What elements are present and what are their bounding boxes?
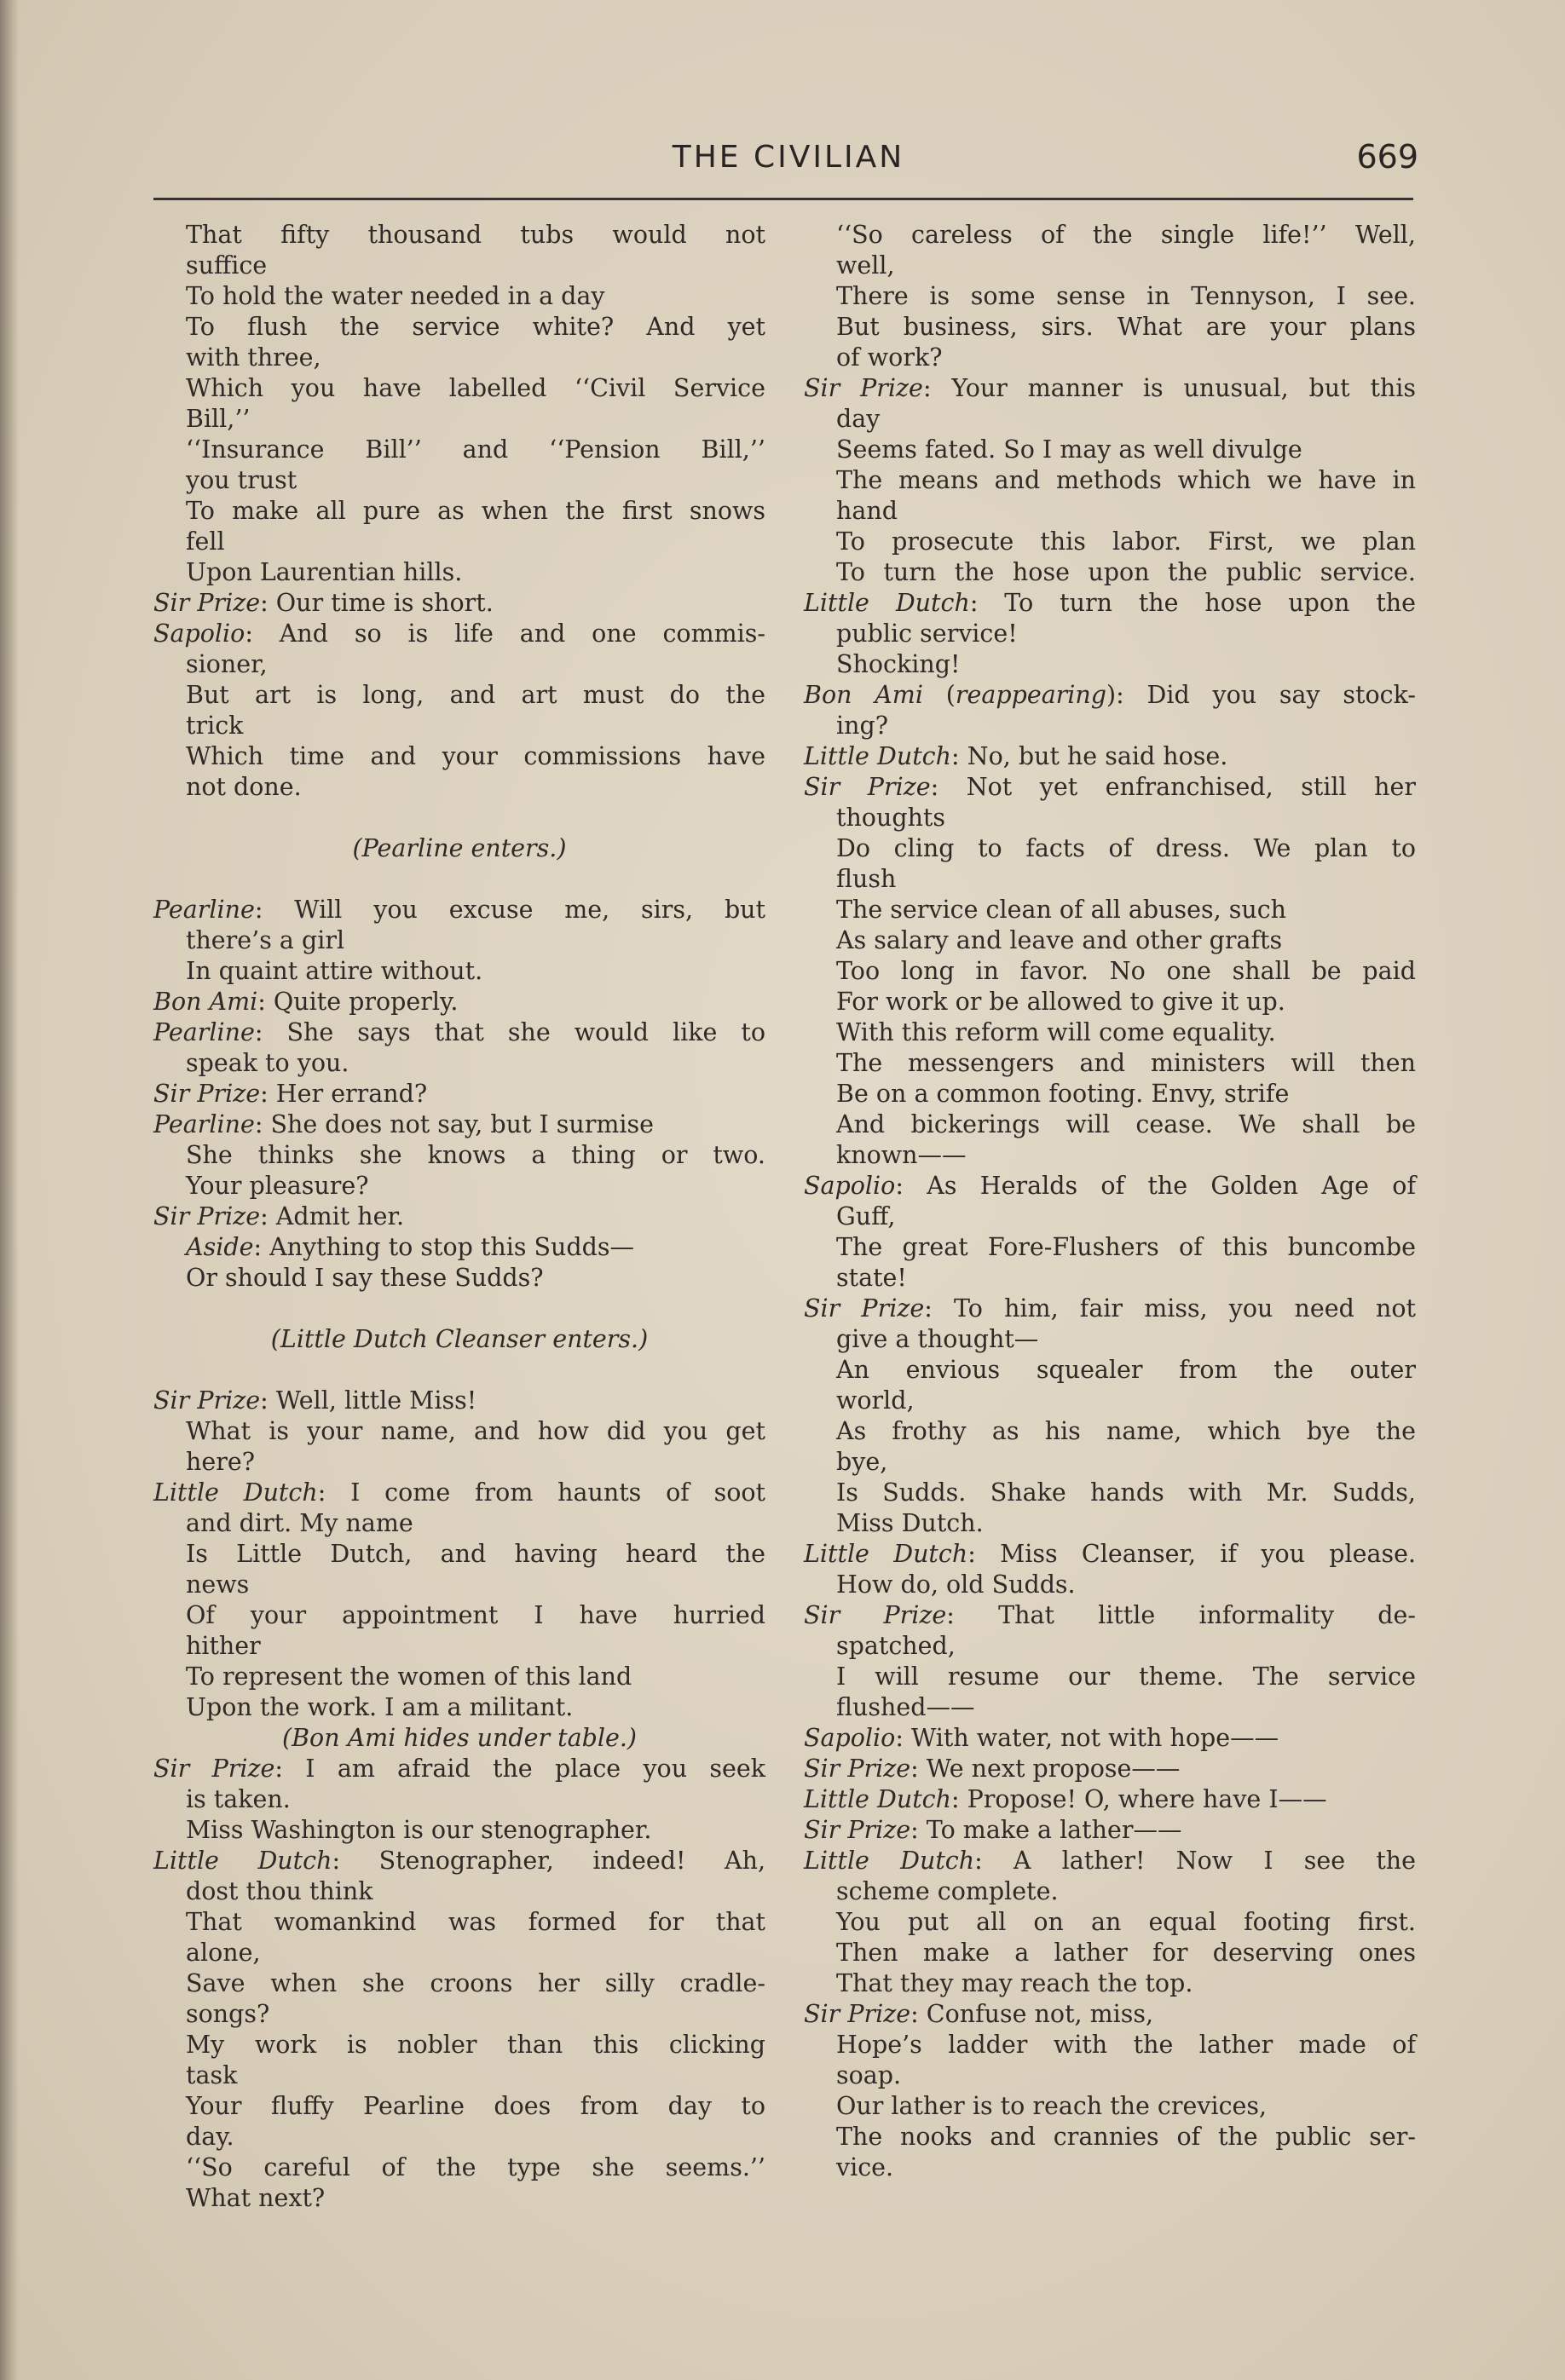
- line-text: That womankind was formed for that: [186, 1908, 765, 1936]
- page-number: 669: [1356, 138, 1418, 176]
- verse-line: [153, 987, 765, 1017]
- verse-line: [804, 803, 1416, 833]
- left-column: [153, 220, 765, 2214]
- verse-line: [804, 680, 1416, 711]
- stanza-gap: [153, 1294, 765, 1324]
- line-text: : I am afraid the place you seek: [274, 1755, 765, 1783]
- line-text: The means and methods which we have in: [836, 466, 1416, 494]
- speaker-name: Sir Prize: [804, 1601, 947, 1629]
- stanza-gap: [153, 864, 765, 895]
- speaker-name: Sir Prize: [804, 1294, 925, 1323]
- verse-line: [804, 1968, 1416, 1999]
- line-text: How do, old Sudds.: [836, 1570, 1076, 1599]
- line-text: Which you have labelled ‘‘Civil Service: [186, 374, 765, 402]
- line-text: vice.: [836, 2153, 894, 2181]
- verse-line: [153, 1109, 765, 1140]
- stanza-gap: [153, 803, 765, 833]
- verse-line: [804, 895, 1416, 925]
- verse-line: [804, 343, 1416, 373]
- line-text: Your fluffy Pearline does from day to: [186, 2092, 765, 2120]
- verse-line: [804, 987, 1416, 1017]
- verse-line: [153, 619, 765, 649]
- verse-line: [153, 1570, 765, 1600]
- speaker-name: Little Dutch: [804, 1847, 975, 1875]
- verse-line: [153, 772, 765, 803]
- line-text: (: [922, 681, 956, 709]
- verse-line: [804, 2091, 1416, 2122]
- verse-line: [153, 956, 765, 987]
- verse-line: [153, 1907, 765, 1938]
- verse-line: [804, 220, 1416, 251]
- verse-line: [153, 465, 765, 496]
- line-text: ‘‘So careless of the single life!’’ Well,: [836, 221, 1416, 249]
- line-text: flush: [836, 865, 897, 893]
- line-text: : Not yet enfranchised, still her: [930, 773, 1417, 801]
- line-text: Miss Washington is our stenographer.: [186, 1816, 652, 1844]
- verse-line: [153, 527, 765, 557]
- line-text: An envious squealer from the outer: [836, 1356, 1416, 1384]
- verse-line: [153, 1784, 765, 1815]
- line-text: (Little Dutch Cleanser enters.): [270, 1325, 649, 1353]
- page-spine-shadow: [0, 0, 19, 2380]
- line-text: Upon the work. I am a militant.: [186, 1693, 574, 1721]
- line-text: alone,: [186, 1939, 261, 1967]
- line-text: As frothy as his name, which bye the: [836, 1417, 1416, 1445]
- line-text: you trust: [186, 466, 297, 494]
- verse-line: [804, 404, 1416, 435]
- stanza-gap: [153, 1355, 765, 1386]
- line-text: scheme complete.: [836, 1877, 1059, 1905]
- verse-line: [153, 220, 765, 251]
- verse-line: [153, 343, 765, 373]
- verse-line: [804, 1140, 1416, 1171]
- running-header: [153, 136, 1424, 187]
- line-text: : We next propose——: [910, 1755, 1181, 1783]
- verse-line: [804, 1999, 1416, 2030]
- verse-line: [804, 1876, 1416, 1907]
- verse-line: [153, 1232, 765, 1263]
- line-text: To represent the women of this land: [186, 1663, 632, 1691]
- verse-line: [804, 2060, 1416, 2091]
- speaker-name: Little Dutch: [804, 1540, 968, 1568]
- line-text: Which time and your commissions have: [186, 742, 765, 770]
- line-text: To hold the water needed in a day: [186, 282, 605, 310]
- speaker-name: Sir Prize: [153, 1080, 261, 1108]
- line-text: Is Little Dutch, and having heard the: [186, 1540, 765, 1568]
- line-text: there’s a girl: [186, 926, 345, 954]
- speaker-name: Pearline: [153, 1110, 255, 1138]
- verse-line: [153, 2060, 765, 2091]
- line-text: bye,: [836, 1448, 888, 1476]
- verse-line: [153, 281, 765, 312]
- verse-line: [153, 496, 765, 527]
- line-text: speak to you.: [186, 1049, 349, 1077]
- verse-line: [153, 1386, 765, 1416]
- verse-line: [153, 2122, 765, 2152]
- verse-line: [804, 1631, 1416, 1662]
- line-text: : Stenographer, indeed! Ah,: [332, 1847, 765, 1875]
- line-text: world,: [836, 1386, 915, 1415]
- verse-line: [153, 557, 765, 588]
- line-text: Shocking!: [836, 650, 961, 678]
- line-text: day: [836, 405, 881, 433]
- line-text: What next?: [186, 2184, 326, 2212]
- verse-line: [153, 711, 765, 741]
- verse-line: [153, 251, 765, 281]
- verse-line: [804, 1938, 1416, 1968]
- line-text: : To make a lather——: [910, 1816, 1182, 1844]
- line-text: with three,: [186, 343, 321, 372]
- line-text: : Our time is short.: [260, 589, 494, 617]
- line-text: Then make a lather for deserving ones: [836, 1939, 1416, 1967]
- line-text: news: [186, 1570, 250, 1599]
- verse-line: [804, 772, 1416, 803]
- verse-line: [153, 1263, 765, 1294]
- speaker-name: Sir Prize: [153, 1755, 275, 1783]
- line-text: hand: [836, 497, 898, 525]
- verse-line: [153, 2152, 765, 2183]
- speaker-name: Bon Ami: [804, 681, 923, 709]
- verse-line: [804, 281, 1416, 312]
- verse-line: [153, 1600, 765, 1631]
- speaker-name: Sir Prize: [804, 374, 923, 402]
- verse-line: [804, 1478, 1416, 1508]
- verse-line: [153, 1140, 765, 1171]
- line-text: As salary and leave and other grafts: [836, 926, 1283, 954]
- line-text: not done.: [186, 773, 302, 801]
- verse-line: [153, 2183, 765, 2214]
- speaker-name: Sir Prize: [804, 773, 931, 801]
- line-text: sioner,: [186, 650, 268, 678]
- speaker-name: Sapolio: [804, 1172, 896, 1200]
- verse-line: [804, 649, 1416, 680]
- verse-line: [804, 1294, 1416, 1324]
- line-text: thoughts: [836, 804, 945, 832]
- verse-line: [804, 1539, 1416, 1570]
- verse-line: [804, 312, 1416, 343]
- line-text: The nooks and crannies of the public ser-: [836, 2123, 1416, 2151]
- verse-line: [153, 1447, 765, 1478]
- verse-line: [804, 1048, 1416, 1079]
- line-text: spatched,: [836, 1632, 956, 1660]
- verse-line: [153, 2030, 765, 2060]
- verse-line: [804, 496, 1416, 527]
- line-text: The great Fore-Flushers of this buncombe: [836, 1233, 1416, 1261]
- verse-line: [153, 680, 765, 711]
- speaker-name: Sapolio: [153, 619, 245, 648]
- line-text: : Her errand?: [260, 1080, 428, 1108]
- verse-line: [804, 1263, 1416, 1294]
- stage-note: reappearing: [955, 681, 1107, 709]
- line-text: Guff,: [836, 1202, 896, 1230]
- line-text: : With water, not with hope——: [895, 1724, 1279, 1752]
- verse-line: [804, 1692, 1416, 1723]
- line-text: Too long in favor. No one shall be paid: [836, 957, 1416, 985]
- verse-line: [804, 2152, 1416, 2183]
- verse-line: [153, 895, 765, 925]
- verse-line: [153, 1631, 765, 1662]
- verse-line: [804, 833, 1416, 864]
- line-text: : Anything to stop this Sudds—: [253, 1233, 635, 1261]
- verse-line: [804, 1508, 1416, 1539]
- verse-line: [153, 1416, 765, 1447]
- verse-line: [804, 1171, 1416, 1202]
- speaker-name: Pearline: [153, 896, 255, 924]
- verse-line: [804, 373, 1416, 404]
- line-text: With this reform will come equality.: [836, 1018, 1276, 1046]
- line-text: (Pearline enters.): [352, 834, 567, 862]
- verse-line: [153, 404, 765, 435]
- verse-line: [153, 1079, 765, 1109]
- verse-line: [153, 1662, 765, 1692]
- line-text: here?: [186, 1448, 255, 1476]
- verse-line: [153, 1017, 765, 1048]
- verse-line: [153, 1999, 765, 2030]
- verse-line: [153, 373, 765, 404]
- line-text: : To him, fair miss, you need not: [924, 1294, 1417, 1323]
- verse-line: [804, 1600, 1416, 1631]
- line-text: But art is long, and art must do the: [186, 681, 765, 709]
- speaker-name: Sapolio: [804, 1724, 896, 1752]
- verse-line: [153, 741, 765, 772]
- line-text: : I come from haunts of soot: [317, 1478, 765, 1507]
- line-text: songs?: [186, 2000, 270, 2028]
- speaker-name: Little Dutch: [804, 589, 970, 617]
- line-text: And bickerings will cease. We shall be: [836, 1110, 1416, 1138]
- verse-line: [804, 956, 1416, 987]
- verse-line: [804, 1232, 1416, 1263]
- speaker-name: Sir Prize: [153, 589, 261, 617]
- verse-line: [804, 1324, 1416, 1355]
- verse-line: [804, 1447, 1416, 1478]
- line-text: For work or be allowed to give it up.: [836, 988, 1285, 1016]
- line-text: She thinks she knows a thing or two.: [186, 1141, 765, 1169]
- verse-line: [804, 251, 1416, 281]
- line-text: hither: [186, 1632, 261, 1660]
- line-text: To make all pure as when the first snows: [186, 497, 765, 525]
- right-column: [804, 220, 1416, 2183]
- verse-line: [804, 925, 1416, 956]
- verse-line: [153, 1692, 765, 1723]
- verse-line: [153, 1968, 765, 1999]
- verse-line: [804, 1662, 1416, 1692]
- verse-line: [804, 2122, 1416, 2152]
- line-text: In quaint attire without.: [186, 957, 483, 985]
- stage-direction: [153, 1324, 765, 1355]
- line-text: day.: [186, 2123, 234, 2151]
- verse-line: [153, 1539, 765, 1570]
- line-text: : Quite properly.: [257, 988, 459, 1016]
- speaker-name: Sir Prize: [804, 2000, 911, 2028]
- stage-direction: [153, 1723, 765, 1754]
- verse-line: [804, 527, 1416, 557]
- verse-line: [804, 2030, 1416, 2060]
- line-text: That fifty thousand tubs would not: [186, 221, 765, 249]
- header-rule: [153, 198, 1413, 200]
- verse-line: [153, 2091, 765, 2122]
- line-text: The service clean of all abuses, such: [836, 896, 1287, 924]
- verse-line: [804, 1386, 1416, 1416]
- speaker-name: Little Dutch: [153, 1847, 332, 1875]
- speaker-name: Aside: [186, 1233, 254, 1261]
- line-text: Save when she croons her silly cradle-: [186, 1969, 765, 1997]
- line-text: : To turn the hose upon the: [969, 589, 1417, 617]
- line-text: Our lather is to reach the crevices,: [836, 2092, 1268, 2120]
- line-text: : Miss Cleanser, if you please.: [967, 1540, 1417, 1568]
- verse-line: [804, 435, 1416, 465]
- verse-line: [153, 1171, 765, 1202]
- speaker-name: Little Dutch: [804, 742, 951, 770]
- line-text: That they may reach the top.: [836, 1969, 1193, 1997]
- verse-line: [804, 1109, 1416, 1140]
- speaker-name: Little Dutch: [153, 1478, 318, 1507]
- verse-line: [153, 1478, 765, 1508]
- line-text: ing?: [836, 712, 888, 740]
- line-text: ‘‘Insurance Bill’’ and ‘‘Pension Bill,’’: [186, 435, 765, 464]
- line-text: dost thou think: [186, 1877, 373, 1905]
- line-text: : Admit her.: [260, 1202, 405, 1230]
- line-text: (Bon Ami hides under table.): [281, 1724, 638, 1752]
- line-text: Bill,’’: [186, 405, 251, 433]
- line-text: But business, sirs. What are your plans: [836, 313, 1416, 341]
- line-text: suffice: [186, 251, 268, 279]
- line-text: I will resume our theme. The service: [836, 1663, 1416, 1691]
- verse-line: [153, 312, 765, 343]
- line-text: state!: [836, 1264, 907, 1292]
- line-text: is taken.: [186, 1785, 291, 1813]
- line-text: My work is nobler than this clicking: [186, 2031, 765, 2059]
- line-text: give a thought—: [836, 1325, 1039, 1353]
- line-text: : And so is life and one commis-: [245, 619, 765, 648]
- line-text: You put all on an equal footing first.: [836, 1908, 1416, 1936]
- verse-line: [153, 435, 765, 465]
- verse-line: [804, 1416, 1416, 1447]
- verse-line: [804, 1815, 1416, 1846]
- verse-line: [804, 619, 1416, 649]
- line-text: fell: [186, 527, 225, 556]
- line-text: Miss Dutch.: [836, 1509, 984, 1537]
- verse-line: [804, 1723, 1416, 1754]
- verse-line: [804, 557, 1416, 588]
- verse-line: [804, 1784, 1416, 1815]
- verse-line: [153, 1754, 765, 1784]
- speaker-name: Pearline: [153, 1018, 255, 1046]
- verse-line: [804, 1846, 1416, 1876]
- line-text: : A lather! Now I see the: [974, 1847, 1416, 1875]
- line-text: The messengers and ministers will then: [836, 1049, 1416, 1077]
- line-text: Seems fated. So I may as well divulge: [836, 435, 1302, 464]
- line-text: Of your appointment I have hurried: [186, 1601, 765, 1629]
- verse-line: [153, 1815, 765, 1846]
- line-text: Do cling to facts of dress. We plan to: [836, 834, 1416, 862]
- line-text: public service!: [836, 619, 1018, 648]
- line-text: task: [186, 2061, 238, 2089]
- line-text: : She does not say, but I surmise: [254, 1110, 655, 1138]
- verse-line: [153, 1846, 765, 1876]
- line-text-continued: ): Did you say stock-: [1106, 681, 1416, 709]
- verse-line: [804, 1570, 1416, 1600]
- verse-line: [804, 1079, 1416, 1109]
- line-text: trick: [186, 712, 244, 740]
- line-text: : Will you excuse me, sirs, but: [254, 896, 765, 924]
- verse-line: [804, 711, 1416, 741]
- line-text: To prosecute this labor. First, we plan: [836, 527, 1416, 556]
- line-text: flushed——: [836, 1693, 975, 1721]
- verse-line: [153, 1202, 765, 1232]
- line-text: Is Sudds. Shake hands with Mr. Sudds,: [836, 1478, 1416, 1507]
- verse-line: [804, 1754, 1416, 1784]
- verse-line: [804, 864, 1416, 895]
- line-text: : No, but he said hose.: [950, 742, 1228, 770]
- speaker-name: Little Dutch: [804, 1785, 951, 1813]
- line-text: There is some sense in Tennyson, I see.: [836, 282, 1416, 310]
- stage-direction: [153, 833, 765, 864]
- verse-line: [153, 1508, 765, 1539]
- verse-line: [153, 649, 765, 680]
- line-text: : That little informality de-: [946, 1601, 1416, 1629]
- line-text: Be on a common footing. Envy, strife: [836, 1080, 1290, 1108]
- verse-line: [153, 1048, 765, 1079]
- line-text: Hope’s ladder with the lather made of: [836, 2031, 1416, 2059]
- line-text: : Your manner is unusual, but this: [922, 374, 1416, 402]
- verse-line: [153, 925, 765, 956]
- speaker-name: Sir Prize: [804, 1816, 911, 1844]
- line-text: soap.: [836, 2061, 902, 2089]
- verse-line: [153, 1938, 765, 1968]
- verse-line: [804, 1907, 1416, 1938]
- line-text: Or should I say these Sudds?: [186, 1264, 544, 1292]
- page-title: THE CIVILIAN: [672, 140, 905, 175]
- line-text: ‘‘So careful of the type she seems.’’: [186, 2153, 765, 2181]
- verse-line: [804, 1355, 1416, 1386]
- line-text: Your pleasure?: [186, 1172, 369, 1200]
- line-text: known——: [836, 1141, 967, 1169]
- verse-line: [804, 465, 1416, 496]
- speaker-name: Sir Prize: [804, 1755, 911, 1783]
- line-text: Upon Laurentian hills.: [186, 558, 463, 586]
- line-text: : As Heralds of the Golden Age of: [895, 1172, 1416, 1200]
- line-text: To flush the service white? And yet: [186, 313, 765, 341]
- line-text: What is your name, and how did you get: [186, 1417, 765, 1445]
- verse-line: [153, 588, 765, 619]
- verse-line: [804, 741, 1416, 772]
- speaker-name: Bon Ami: [153, 988, 258, 1016]
- line-text: well,: [836, 251, 895, 279]
- line-text: To turn the hose upon the public service.: [836, 558, 1416, 586]
- line-text: : She says that she would like to: [254, 1018, 765, 1046]
- line-text: : Propose! O, where have I——: [950, 1785, 1327, 1813]
- line-text: : Well, little Miss!: [260, 1386, 477, 1415]
- speaker-name: Sir Prize: [153, 1202, 261, 1230]
- verse-line: [804, 1017, 1416, 1048]
- speaker-name: Sir Prize: [153, 1386, 261, 1415]
- line-text: of work?: [836, 343, 943, 372]
- verse-line: [153, 1876, 765, 1907]
- line-text: : Confuse not, miss,: [910, 2000, 1154, 2028]
- verse-line: [804, 588, 1416, 619]
- verse-line: [804, 1202, 1416, 1232]
- line-text: and dirt. My name: [186, 1509, 413, 1537]
